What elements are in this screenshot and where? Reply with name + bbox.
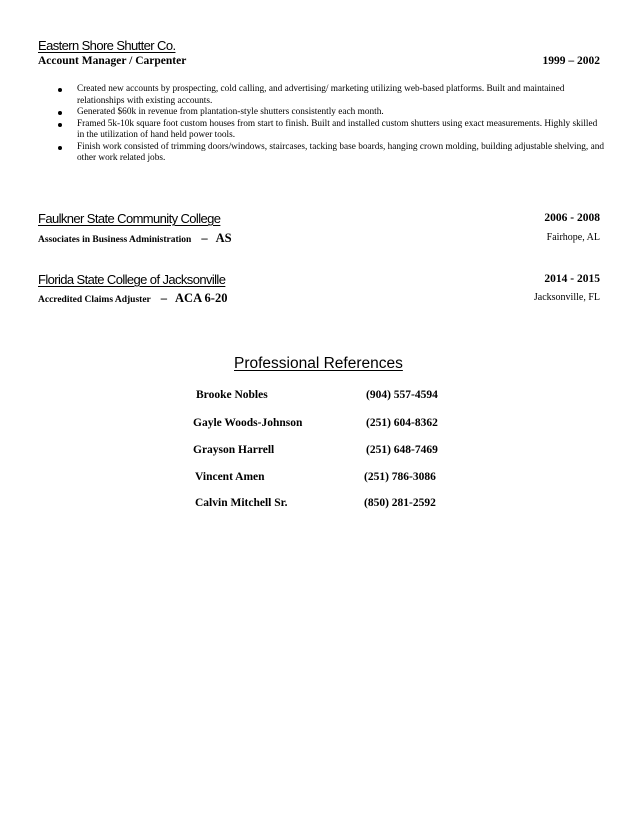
reference-name: Gayle Woods-Johnson (193, 417, 303, 429)
job-dates: 1999 – 2002 (542, 55, 600, 67)
school-dates: 2014 - 2015 (544, 273, 600, 285)
degree-dash: – (160, 291, 168, 305)
reference-phone: (904) 557-4594 (366, 389, 438, 401)
degree-dash: – (201, 231, 208, 245)
list-item (56, 84, 604, 107)
school-location: Fairhope, AL (546, 232, 600, 243)
reference-name: Brooke Nobles (196, 389, 268, 401)
duty-text: Finish work consisted of trimming doors/windows, staircases, tacking base boards, hanging crown molding, building adjustable shelving, and other work related jobs. (77, 141, 605, 163)
degree-abbr: ACA 6-20 (175, 291, 228, 305)
duty-text: Framed 5k-10k square foot custom houses from start to finish. Built and installed custom shutters using exact measurements. Highly skilled in the utilization of hand held power tools. (77, 118, 598, 140)
school-name: Faulkner State Community College (38, 211, 221, 226)
school-location: Jacksonville, FL (533, 292, 600, 303)
reference-phone: (251) 604-8362 (366, 417, 438, 429)
bullet-icon (58, 123, 62, 127)
reference-phone: (251) 786-3086 (364, 471, 436, 483)
degree-line (38, 229, 232, 247)
bullet-icon (58, 88, 62, 92)
duty-text: Generated $60k in revenue from plantation-style shutters consistently each month. (77, 107, 384, 117)
degree-abbr: AS (215, 231, 232, 245)
list-item (56, 119, 604, 142)
list-item (56, 107, 604, 119)
bullet-icon (58, 111, 62, 115)
references-title: Professional References (234, 355, 403, 372)
degree-line (38, 289, 227, 307)
company-name: Eastern Shore Shutter Co. (38, 38, 176, 53)
school-dates: 2006 - 2008 (544, 212, 600, 224)
reference-name: Grayson Harrell (193, 444, 275, 456)
list-item (56, 142, 604, 165)
duty-text: Created new accounts by prospecting, cold calling, and advertising/ marketing utilizing web-based platforms. Built and maintained relationships with existing accounts. (77, 84, 565, 106)
job-title: Account Manager / Carpenter (38, 55, 187, 67)
reference-name: Calvin Mitchell Sr. (195, 497, 288, 509)
reference-phone: (251) 648-7469 (366, 444, 438, 456)
job-duties-list (56, 84, 604, 165)
degree-name: Accredited Claims Adjuster (38, 295, 151, 305)
reference-name: Vincent Amen (195, 471, 265, 483)
bullet-icon (58, 146, 62, 150)
reference-phone: (850) 281-2592 (364, 497, 436, 509)
school-name: Florida State College of Jacksonville (38, 272, 226, 287)
degree-name: Associates in Business Administration (38, 235, 192, 245)
